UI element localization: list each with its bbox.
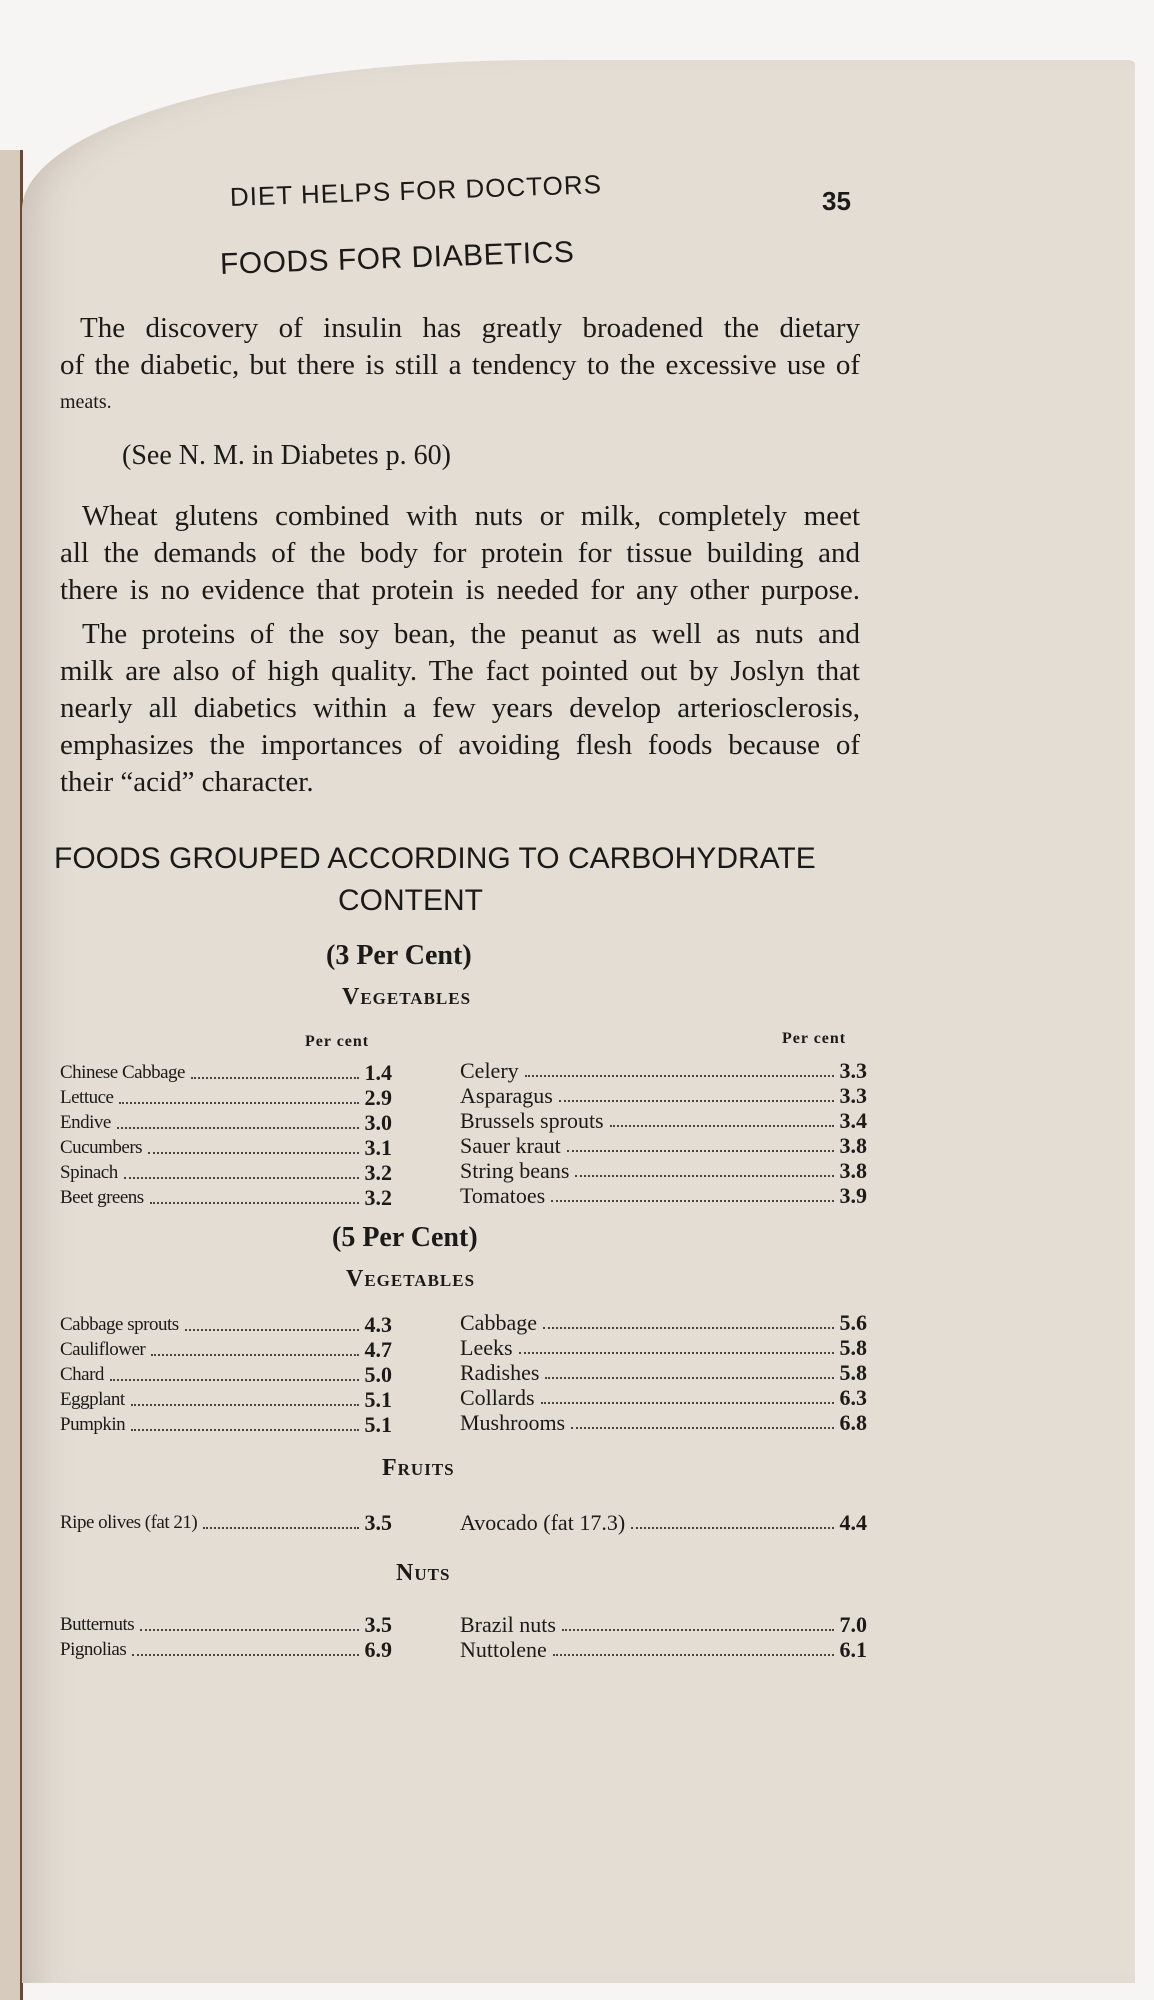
text-line: The discovery of insulin has greatly broadened the dietary <box>80 312 860 344</box>
food-name: Brazil nuts <box>460 1612 556 1637</box>
carbohydrate-percent: 3.0 <box>364 1110 392 1135</box>
carbohydrate-percent: 5.6 <box>839 1310 867 1335</box>
carbohydrate-percent: 3.3 <box>839 1083 867 1108</box>
leader-dots <box>541 1402 834 1404</box>
carbohydrate-percent: 6.1 <box>839 1637 867 1662</box>
text-line: milk are also of high quality. The fact pointed out by Joslyn that <box>60 655 860 687</box>
carbohydrate-percent: 2.9 <box>364 1085 392 1110</box>
leader-dots <box>132 1654 358 1656</box>
text-line: of the diabetic, but there is still a tendency to the excessive use of <box>60 349 860 381</box>
table-title-line1: FOODS GROUPED ACCORDING TO CARBOHYDRATE <box>54 842 816 875</box>
text-line: there is no evidence that protein is needed for any other purpose. <box>60 574 860 606</box>
food-row <box>460 1385 867 1410</box>
food-row <box>460 1637 867 1662</box>
food-row <box>460 1058 867 1083</box>
food-row <box>460 1335 867 1360</box>
food-name: Cucumbers <box>60 1137 143 1158</box>
leader-dots <box>148 1152 358 1154</box>
leader-dots <box>131 1429 358 1431</box>
category-nuts: Nuts <box>396 1560 451 1586</box>
text-line: Wheat glutens combined with nuts or milk, completely meet <box>82 500 860 532</box>
carbohydrate-percent: 4.3 <box>364 1312 392 1337</box>
food-row <box>460 1612 867 1637</box>
carbohydrate-percent: 1.4 <box>364 1060 392 1085</box>
food-name: Pignolias <box>60 1639 127 1660</box>
food-name: Cauliflower <box>60 1339 146 1360</box>
paragraph-wheat-glutens <box>60 498 860 609</box>
group-heading-3-percent: (3 Per Cent) <box>326 940 472 971</box>
carbohydrate-percent: 3.5 <box>364 1510 392 1535</box>
text-line: meats. <box>60 391 112 413</box>
column-header-percent-left: Per cent <box>305 1033 370 1050</box>
food-name: Leeks <box>460 1335 513 1360</box>
food-row <box>60 1637 392 1662</box>
food-name: Pumpkin <box>60 1414 126 1435</box>
food-name: String beans <box>460 1158 570 1183</box>
leader-dots <box>519 1352 834 1354</box>
category-vegetables-5: Vegetables <box>346 1266 476 1292</box>
leader-dots <box>124 1177 359 1179</box>
food-name: Chard <box>60 1364 104 1385</box>
food-name: Tomatoes <box>460 1183 546 1208</box>
leader-dots <box>543 1327 834 1329</box>
section-title: FOODS FOR DIABETICS <box>219 235 575 281</box>
carbohydrate-percent: 5.8 <box>839 1335 867 1360</box>
food-name: Lettuce <box>60 1087 114 1108</box>
carbohydrate-percent: 3.5 <box>364 1612 392 1637</box>
leader-dots <box>562 1629 834 1631</box>
food-row <box>460 1133 867 1158</box>
category-fruits: Fruits <box>382 1455 455 1481</box>
table-title-line2: CONTENT <box>338 884 483 917</box>
food-row <box>60 1387 392 1412</box>
leader-dots <box>559 1100 834 1102</box>
carbohydrate-percent: 4.7 <box>364 1337 392 1362</box>
food-row <box>60 1110 392 1135</box>
text-line: nearly all diabetics within a few years develop arteriosclerosis, <box>60 692 860 724</box>
food-row <box>60 1060 392 1085</box>
food-name: Eggplant <box>60 1389 125 1410</box>
leader-dots <box>553 1654 834 1656</box>
food-row <box>460 1108 867 1133</box>
food-name: Endive <box>60 1112 111 1133</box>
reference-note: (See N. M. in Diabetes p. 60) <box>122 440 451 471</box>
food-row <box>460 1183 867 1208</box>
leader-dots <box>545 1377 833 1379</box>
leader-dots <box>191 1077 359 1079</box>
carbohydrate-percent: 5.0 <box>364 1362 392 1387</box>
food-row <box>60 1362 392 1387</box>
carbohydrate-percent: 3.2 <box>364 1185 392 1210</box>
text-line: The proteins of the soy bean, the peanut as well as nuts and <box>82 618 860 650</box>
food-name: Sauer kraut <box>460 1133 561 1158</box>
leader-dots <box>567 1150 834 1152</box>
food-row <box>60 1312 392 1337</box>
adjacent-page-edge <box>0 150 23 2000</box>
food-row <box>60 1160 392 1185</box>
leader-dots <box>119 1102 358 1104</box>
group-heading-5-percent: (5 Per Cent) <box>332 1222 478 1253</box>
food-name: Celery <box>460 1058 519 1083</box>
leader-dots <box>551 1200 833 1202</box>
carbohydrate-percent: 3.1 <box>364 1135 392 1160</box>
carbohydrate-percent: 4.4 <box>839 1510 867 1535</box>
carbohydrate-percent: 3.8 <box>839 1158 867 1183</box>
food-name: Spinach <box>60 1162 118 1183</box>
food-row <box>460 1360 867 1385</box>
food-row <box>60 1337 392 1362</box>
carbohydrate-percent: 3.9 <box>839 1183 867 1208</box>
leader-dots <box>117 1127 359 1129</box>
text-line: emphasizes the importances of avoiding flesh foods because of <box>60 729 860 761</box>
leader-dots <box>575 1175 833 1177</box>
text-line: all the demands of the body for protein for tissue building and <box>60 537 860 569</box>
category-vegetables-3: Vegetables <box>342 984 472 1010</box>
food-name: Brussels sprouts <box>460 1108 604 1133</box>
carbohydrate-percent: 6.3 <box>839 1385 867 1410</box>
leader-dots <box>110 1379 359 1381</box>
food-row <box>60 1135 392 1160</box>
food-name: Collards <box>460 1385 535 1410</box>
running-title: DIET HELPS FOR DOCTORS <box>229 169 603 212</box>
leader-dots <box>571 1427 833 1429</box>
leader-dots <box>151 1354 358 1356</box>
food-row <box>460 1510 867 1535</box>
carbohydrate-percent: 6.8 <box>839 1410 867 1435</box>
paragraph-insulin <box>60 310 860 421</box>
paragraph-proteins <box>60 616 860 801</box>
carbohydrate-percent: 5.1 <box>364 1412 392 1437</box>
food-name: Chinese Cabbage <box>60 1062 185 1083</box>
leader-dots <box>203 1527 358 1529</box>
food-name: Mushrooms <box>460 1410 566 1435</box>
food-row <box>460 1158 867 1183</box>
carbohydrate-percent: 3.8 <box>839 1133 867 1158</box>
food-row <box>60 1085 392 1110</box>
food-name: Cabbage sprouts <box>60 1314 179 1335</box>
food-name: Cabbage <box>460 1310 537 1335</box>
food-name: Avocado (fat 17.3) <box>460 1510 626 1535</box>
leader-dots <box>610 1125 834 1127</box>
text-line: their “acid” character. <box>60 766 314 798</box>
carbohydrate-percent: 5.8 <box>839 1360 867 1385</box>
food-name: Radishes <box>460 1360 540 1385</box>
carbohydrate-percent: 6.9 <box>364 1637 392 1662</box>
food-row <box>460 1410 867 1435</box>
leader-dots <box>150 1202 359 1204</box>
leader-dots <box>140 1629 358 1631</box>
leader-dots <box>631 1527 833 1529</box>
leader-dots <box>131 1404 359 1406</box>
carbohydrate-percent: 3.4 <box>839 1108 867 1133</box>
leader-dots <box>185 1329 359 1331</box>
carbohydrate-percent: 5.1 <box>364 1387 392 1412</box>
food-row <box>60 1510 392 1535</box>
food-row <box>460 1310 867 1335</box>
food-name: Asparagus <box>460 1083 553 1108</box>
food-name: Ripe olives (fat 21) <box>60 1512 198 1533</box>
page-number: 35 <box>822 186 851 216</box>
food-name: Butternuts <box>60 1614 135 1635</box>
carbohydrate-percent: 7.0 <box>839 1612 867 1637</box>
carbohydrate-percent: 3.2 <box>364 1160 392 1185</box>
carbohydrate-percent: 3.3 <box>839 1058 867 1083</box>
column-header-percent-right: Per cent <box>782 1030 847 1047</box>
food-row <box>460 1083 867 1108</box>
food-row <box>60 1612 392 1637</box>
leader-dots <box>525 1075 834 1077</box>
food-name: Nuttolene <box>460 1637 547 1662</box>
food-row <box>60 1412 392 1437</box>
food-row <box>60 1185 392 1210</box>
food-name: Beet greens <box>60 1187 144 1208</box>
